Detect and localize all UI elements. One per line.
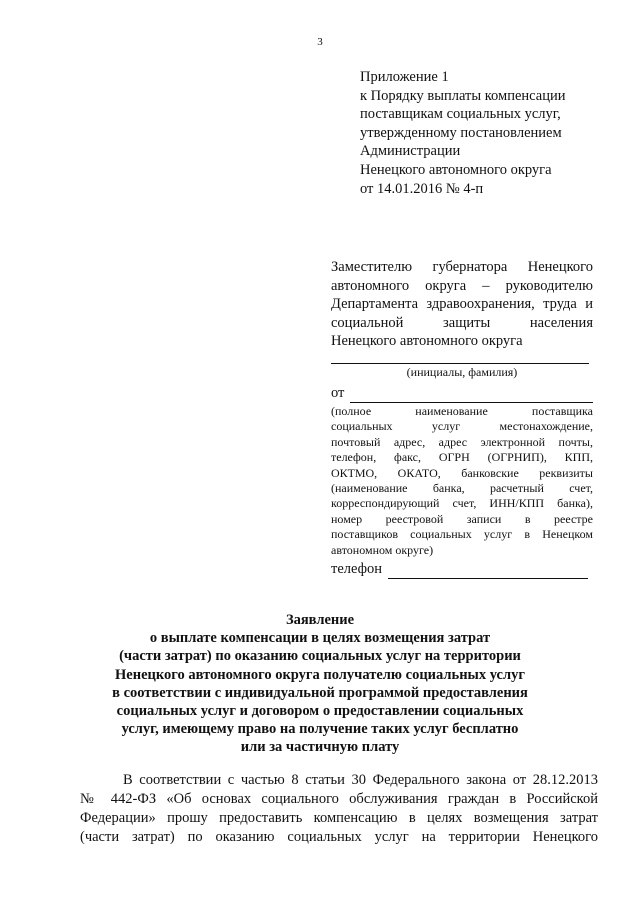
addressee-line: автономного округа – руководителю xyxy=(331,277,593,294)
body-line: № 442-ФЗ «Об основах социального обслуживания граждан в Российской xyxy=(80,791,598,807)
statement-subtitle-line: в соответствии с индивидуальной программой предоставления xyxy=(112,684,528,701)
statement-title: Заявление xyxy=(285,612,355,628)
statement-subtitle-line: Ненецкого автономного округа получателю социальных услуг xyxy=(115,666,525,683)
supplier-note-line: телефон, факс, ОГРН (ОГРНИП), КПП, xyxy=(331,450,593,465)
addressee-line: Заместителю губернатора Ненецкого xyxy=(331,259,593,275)
appendix-line: Приложение 1 xyxy=(360,69,449,85)
from-blank-line[interactable] xyxy=(350,390,593,403)
statement-subtitle-line: о выплате компенсации в целях возмещения затрат xyxy=(149,630,491,647)
statement-subtitle-line: услуг, имеющему право на получение таких услуг бесплатно xyxy=(121,721,519,738)
from-row xyxy=(331,384,593,403)
supplier-note-line: поставщиков социальных услуг в Ненецком xyxy=(331,527,593,542)
statement-title-block xyxy=(80,611,560,757)
phone-row xyxy=(331,560,593,579)
supplier-note-line: автономном округе) xyxy=(331,542,434,557)
statement-subtitle-line: или за частичную плату xyxy=(240,739,400,756)
page-number: 3 xyxy=(317,36,323,48)
appendix-line: поставщикам социальных услуг, xyxy=(360,106,561,123)
statement-subtitle-line: (части затрат) по оказанию социальных услуг на территории xyxy=(119,648,521,665)
appendix-line: утвержденному постановлением xyxy=(360,124,562,141)
appendix-header xyxy=(360,68,630,198)
addressee-line: социальной защиты населения xyxy=(331,314,593,331)
supplier-note-line: корреспондирующий счет, ИНН/КПП банка), xyxy=(331,496,593,511)
from-label: от xyxy=(331,385,345,402)
supplier-note-line: (полное наименование поставщика xyxy=(331,403,593,418)
supplier-note xyxy=(331,404,593,558)
supplier-note-line: (наименование банка, расчетный счет, xyxy=(331,481,593,495)
body-line: (части затрат) по оказанию социальных услуг на территории Ненецкого xyxy=(80,829,598,845)
addressee-line: Департамента здравоохранения, труда и xyxy=(331,296,593,313)
phone-blank-line[interactable] xyxy=(388,566,588,579)
appendix-line: Ненецкого автономного округа xyxy=(360,161,552,178)
supplier-note-line: ОКТМО, ОКАТО, банковские реквизиты xyxy=(331,465,593,480)
supplier-note-line: почтовый адрес, адрес электронной почты, xyxy=(331,434,593,449)
supplier-note-line: социальных услуг местонахождение, xyxy=(331,419,593,434)
statement-subtitle-line: социальных услуг и договором о предоставлении социальных xyxy=(116,703,524,720)
addressee-block xyxy=(331,258,593,579)
supplier-note-line: номер реестровой записи в реестре xyxy=(331,511,593,526)
initials-blank-line[interactable] xyxy=(331,351,589,364)
addressee-line: Ненецкого автономного округа xyxy=(331,333,523,350)
body-line: Федерации» прошу предоставить компенсацию в целях возмещения затрат xyxy=(80,810,598,826)
initials-caption: (инициалы, фамилия) xyxy=(406,364,518,379)
appendix-line: Администрации xyxy=(360,143,461,160)
phone-label: телефон xyxy=(331,561,383,578)
appendix-line: от 14.01.2016 № 4-п xyxy=(360,180,484,197)
body-line: В соответствии с частью 8 статьи 30 Федерального закона от 28.12.2013 xyxy=(123,772,598,788)
appendix-line: к Порядку выплаты компенсации xyxy=(360,87,566,104)
body-paragraph xyxy=(80,771,598,847)
